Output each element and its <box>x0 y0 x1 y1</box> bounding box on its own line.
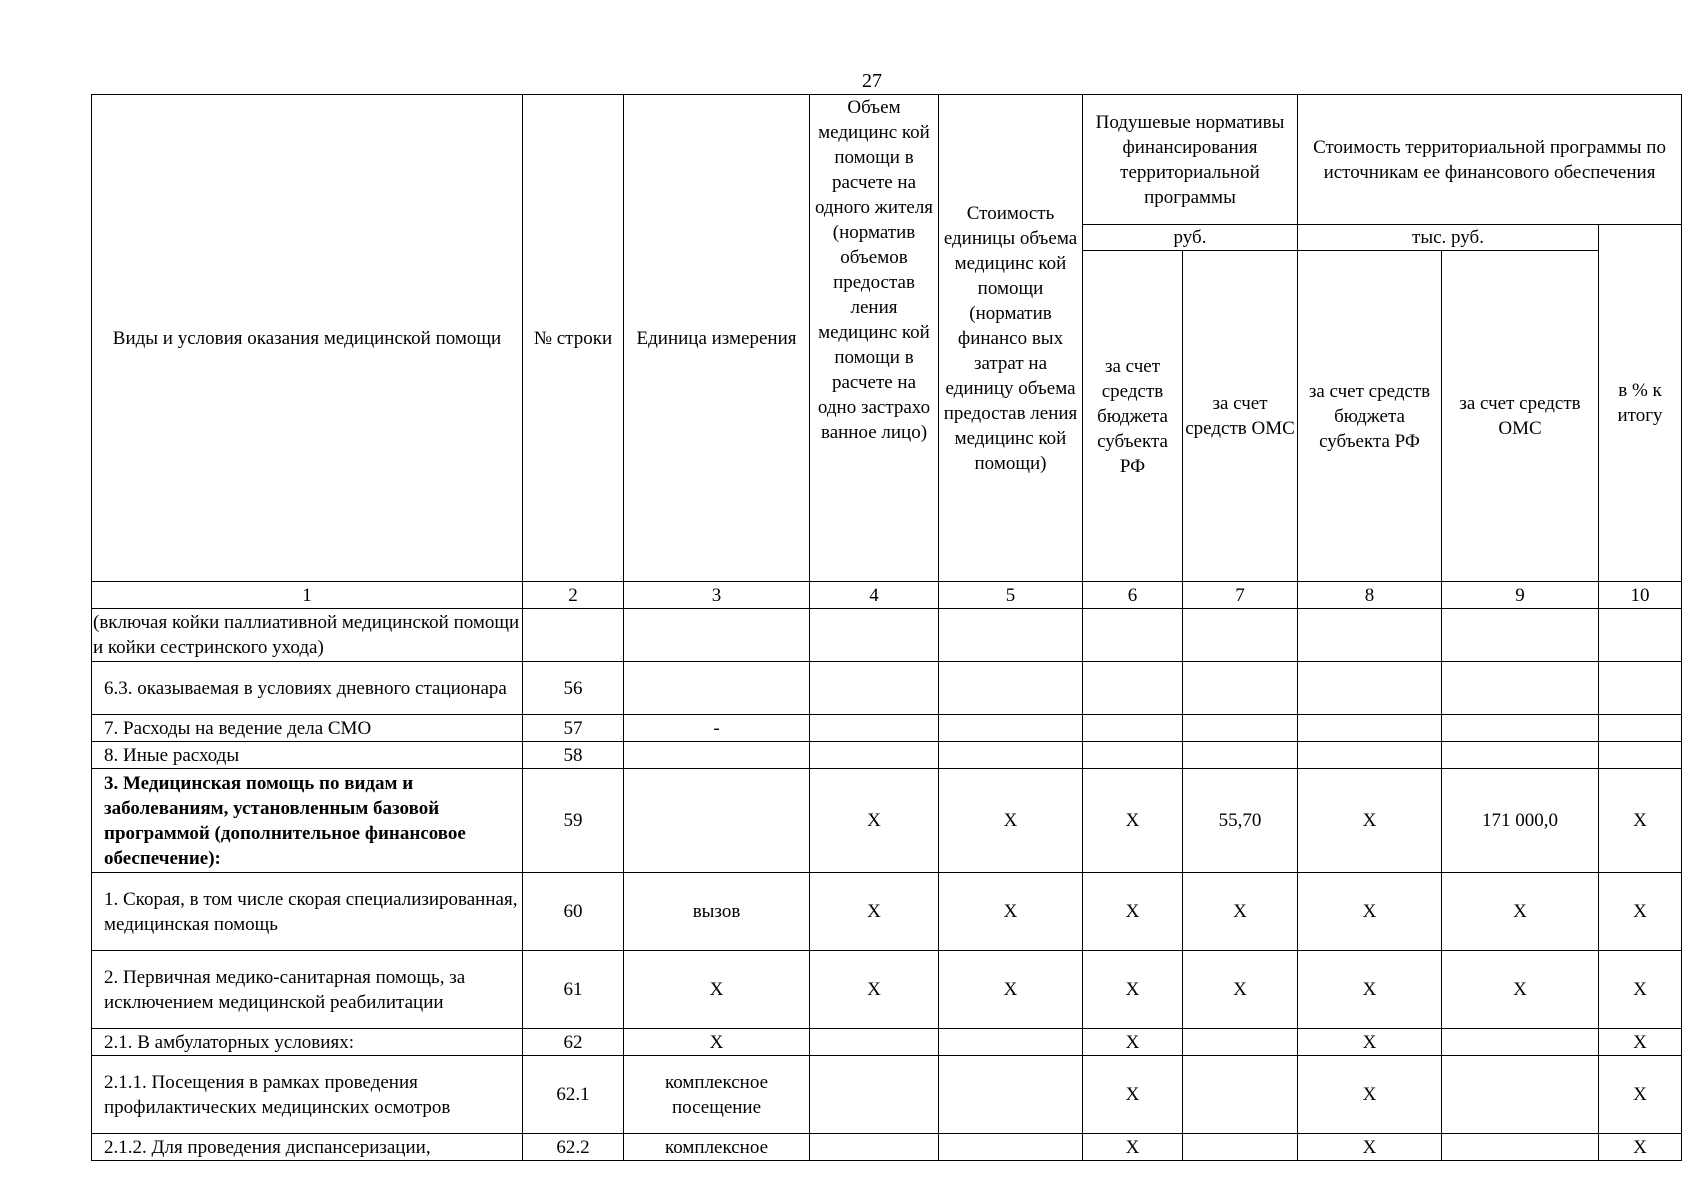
row-cost-budget: Х <box>1298 1134 1442 1161</box>
row-unit: Х <box>624 1029 810 1056</box>
row-cost-budget: Х <box>1298 1056 1442 1134</box>
column-number: 5 <box>939 582 1083 609</box>
row-unit: Х <box>624 951 810 1029</box>
row-cost-oms <box>1442 715 1599 742</box>
column-number: 1 <box>92 582 523 609</box>
row-percent: Х <box>1599 1056 1682 1134</box>
row-name: 1. Скорая, в том числе скорая специализированная, медицинская помощь <box>92 873 523 951</box>
row-unit-cost <box>939 1056 1083 1134</box>
row-volume <box>810 1056 939 1134</box>
header-norm-oms: за счет средств ОМС <box>1183 251 1298 582</box>
row-cost-oms: 171 000,0 <box>1442 769 1599 873</box>
row-norm-budget <box>1083 742 1183 769</box>
header-norm-budget: за счет средств бюджета субъекта РФ <box>1083 251 1183 582</box>
row-percent <box>1599 662 1682 715</box>
table-row <box>92 769 1682 873</box>
row-norm-oms: Х <box>1183 873 1298 951</box>
table-row <box>92 873 1682 951</box>
row-cost-budget <box>1298 609 1442 662</box>
row-unit-cost <box>939 715 1083 742</box>
row-percent: Х <box>1599 951 1682 1029</box>
row-norm-budget <box>1083 609 1183 662</box>
column-number: 8 <box>1298 582 1442 609</box>
row-norm-budget: Х <box>1083 951 1183 1029</box>
table-row <box>92 715 1682 742</box>
column-number: 9 <box>1442 582 1599 609</box>
row-volume <box>810 715 939 742</box>
row-unit: комплексное посещение <box>624 1056 810 1134</box>
row-cost-oms <box>1442 1029 1599 1056</box>
row-norm-oms: Х <box>1183 951 1298 1029</box>
row-norm-oms <box>1183 1029 1298 1056</box>
table-row <box>92 742 1682 769</box>
row-unit-cost: Х <box>939 873 1083 951</box>
row-cost-oms <box>1442 662 1599 715</box>
row-norm-oms: 55,70 <box>1183 769 1298 873</box>
header-cost-budget: за счет средств бюджета субъекта РФ <box>1298 251 1442 582</box>
row-volume <box>810 609 939 662</box>
header-unit-thousand-rub: тыс. руб. <box>1298 225 1599 251</box>
row-norm-budget: Х <box>1083 873 1183 951</box>
table-header <box>92 95 1682 609</box>
table-row <box>92 609 1682 662</box>
row-norm-oms <box>1183 609 1298 662</box>
row-volume <box>810 1029 939 1056</box>
row-percent: Х <box>1599 769 1682 873</box>
row-line-number: 56 <box>523 662 624 715</box>
row-name: 2. Первичная медико-санитарная помощь, за исключением медицинской реабилитации <box>92 951 523 1029</box>
row-name: 6.3. оказываемая в условиях дневного стационара <box>92 662 523 715</box>
column-numbers-row <box>92 582 1682 609</box>
column-number: 6 <box>1083 582 1183 609</box>
row-line-number: 62.1 <box>523 1056 624 1134</box>
column-number: 2 <box>523 582 624 609</box>
header-kinds-of-care: Виды и условия оказания медицинской помощи <box>92 95 523 582</box>
row-percent: Х <box>1599 1029 1682 1056</box>
row-unit-cost <box>939 662 1083 715</box>
header-unit-cost: Стоимость единицы объема медицинс кой помощи (норматив финансо вых затрат на единицу объема предостав ления медицинс кой помощи) <box>939 95 1083 582</box>
program-cost-table <box>91 94 1682 1161</box>
header-cost-oms: за счет средств ОМС <box>1442 251 1599 582</box>
row-line-number: 61 <box>523 951 624 1029</box>
row-cost-budget: Х <box>1298 873 1442 951</box>
row-percent <box>1599 742 1682 769</box>
row-cost-oms: Х <box>1442 873 1599 951</box>
row-name: 7. Расходы на ведение дела СМО <box>92 715 523 742</box>
column-number: 3 <box>624 582 810 609</box>
row-line-number <box>523 609 624 662</box>
row-unit-cost <box>939 609 1083 662</box>
row-line-number: 57 <box>523 715 624 742</box>
header-unit-rub: руб. <box>1083 225 1298 251</box>
table-body <box>92 609 1682 1161</box>
row-norm-oms <box>1183 1056 1298 1134</box>
row-name: 3. Медицинская помощь по видам и заболеваниям, установленным базовой программой (дополнительное финансовое обеспечение): <box>92 769 523 873</box>
row-volume: Х <box>810 951 939 1029</box>
row-cost-budget <box>1298 662 1442 715</box>
row-unit <box>624 769 810 873</box>
row-line-number: 62.2 <box>523 1134 624 1161</box>
header-line-number: № строки <box>523 95 624 582</box>
row-unit-cost: Х <box>939 769 1083 873</box>
row-cost-oms <box>1442 1056 1599 1134</box>
row-unit <box>624 662 810 715</box>
row-unit <box>624 609 810 662</box>
row-line-number: 60 <box>523 873 624 951</box>
row-cost-budget: Х <box>1298 769 1442 873</box>
row-unit: вызов <box>624 873 810 951</box>
row-norm-budget <box>1083 662 1183 715</box>
row-name: (включая койки паллиативной медицинской помощи и койки сестринского ухода) <box>92 609 523 662</box>
row-unit: комплексное <box>624 1134 810 1161</box>
row-norm-budget: Х <box>1083 769 1183 873</box>
row-cost-budget <box>1298 742 1442 769</box>
table-row <box>92 951 1682 1029</box>
row-volume <box>810 1134 939 1161</box>
row-unit <box>624 742 810 769</box>
row-unit-cost <box>939 742 1083 769</box>
row-line-number: 59 <box>523 769 624 873</box>
row-volume: Х <box>810 873 939 951</box>
row-percent <box>1599 715 1682 742</box>
row-norm-budget: Х <box>1083 1029 1183 1056</box>
row-cost-oms <box>1442 609 1599 662</box>
row-norm-budget <box>1083 715 1183 742</box>
row-norm-oms <box>1183 715 1298 742</box>
table-row <box>92 662 1682 715</box>
row-cost-budget: Х <box>1298 1029 1442 1056</box>
row-percent: Х <box>1599 1134 1682 1161</box>
column-number: 7 <box>1183 582 1298 609</box>
row-volume: Х <box>810 769 939 873</box>
row-cost-oms <box>1442 742 1599 769</box>
row-name: 2.1. В амбулаторных условиях: <box>92 1029 523 1056</box>
row-cost-budget <box>1298 715 1442 742</box>
header-per-capita-norms: Подушевые нормативы финансирования территориальной программы <box>1083 95 1298 225</box>
row-norm-budget: Х <box>1083 1056 1183 1134</box>
page-number: 27 <box>862 70 882 92</box>
row-cost-budget: Х <box>1298 951 1442 1029</box>
row-line-number: 62 <box>523 1029 624 1056</box>
header-volume-per-resident: Объем медицинс кой помощи в расчете на одного жителя (норматив объемов предостав ления медицинс кой помощи в расчете на одно застрахо ванное лицо) <box>810 95 939 582</box>
row-unit-cost: Х <box>939 951 1083 1029</box>
row-name: 2.1.2. Для проведения диспансеризации, <box>92 1134 523 1161</box>
row-percent: Х <box>1599 873 1682 951</box>
header-percent-of-total: в % к итогу <box>1599 225 1682 582</box>
row-cost-oms: Х <box>1442 951 1599 1029</box>
row-volume <box>810 662 939 715</box>
row-percent <box>1599 609 1682 662</box>
column-number: 10 <box>1599 582 1682 609</box>
header-unit: Единица измерения <box>624 95 810 582</box>
row-unit-cost <box>939 1134 1083 1161</box>
row-norm-budget: Х <box>1083 1134 1183 1161</box>
column-number: 4 <box>810 582 939 609</box>
table-row <box>92 1056 1682 1134</box>
row-unit: - <box>624 715 810 742</box>
row-norm-oms <box>1183 742 1298 769</box>
row-volume <box>810 742 939 769</box>
row-norm-oms <box>1183 1134 1298 1161</box>
header-program-cost: Стоимость территориальной программы по источникам ее финансового обеспечения <box>1298 95 1682 225</box>
row-name: 8. Иные расходы <box>92 742 523 769</box>
row-norm-oms <box>1183 662 1298 715</box>
table-row <box>92 1029 1682 1056</box>
row-unit-cost <box>939 1029 1083 1056</box>
row-cost-oms <box>1442 1134 1599 1161</box>
row-line-number: 58 <box>523 742 624 769</box>
row-name: 2.1.1. Посещения в рамках проведения профилактических медицинских осмотров <box>92 1056 523 1134</box>
table-row <box>92 1134 1682 1161</box>
